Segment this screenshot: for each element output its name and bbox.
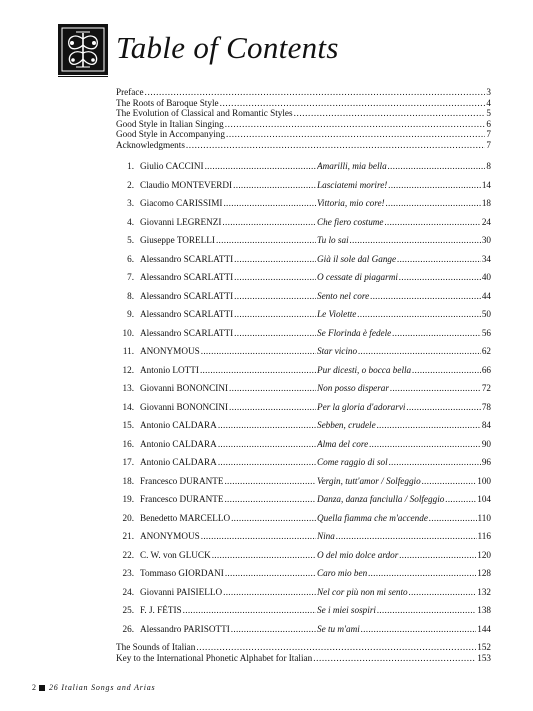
toc-entry (116, 642, 491, 653)
song-number: 3. (127, 198, 134, 208)
title-cell (317, 365, 491, 375)
song-title: Per la gloria d'adorarvi (317, 401, 406, 412)
song-entry (116, 328, 491, 347)
song-title: Nina (317, 531, 335, 541)
square-bullet-icon (39, 685, 45, 691)
dot-leader (377, 420, 481, 430)
dot-leader (350, 235, 481, 245)
toc-entry (116, 653, 491, 664)
song-title: Star vicino (317, 346, 358, 356)
dot-leader (234, 254, 316, 264)
song-title: Se Florinda è fedele (317, 327, 392, 338)
song-title: O del mio dolce ardor (317, 549, 399, 560)
dot-leader (222, 217, 316, 227)
title-cell (317, 272, 491, 282)
song-entry (116, 346, 491, 365)
song-page: 62 (481, 346, 491, 356)
dot-leader (397, 254, 481, 264)
entry-page: 153 (477, 652, 491, 663)
composer-cell (140, 161, 317, 171)
dot-leader (422, 476, 477, 486)
title-cell (317, 605, 491, 615)
dot-leader (234, 272, 316, 282)
composer-name: Antonio CALDARA (140, 457, 217, 467)
song-number: 22. (122, 549, 134, 560)
song-page: 144 (477, 623, 491, 634)
composer-name: Alessandro SCARLATTI (140, 272, 234, 282)
dot-leader (225, 119, 486, 130)
song-entry (116, 624, 491, 643)
song-page: 72 (481, 383, 491, 393)
dot-leader (358, 346, 481, 356)
song-page: 90 (481, 438, 491, 449)
footer-page-number: 2 (32, 683, 36, 692)
dot-leader (399, 272, 481, 282)
title-cell (317, 309, 491, 319)
song-entry (116, 180, 491, 199)
dot-leader (223, 198, 316, 208)
song-entry (116, 420, 491, 439)
song-entry (116, 494, 491, 513)
song-entry (116, 198, 491, 217)
title-cell (317, 624, 491, 634)
song-title: Danza, danza fanciulla / Solfeggio (317, 494, 445, 504)
song-title: Non posso disperar (317, 383, 389, 393)
dot-leader (200, 365, 316, 375)
song-number: 15. (122, 420, 134, 430)
dot-leader (234, 328, 316, 338)
song-entry (116, 291, 491, 310)
song-number: 20. (122, 512, 134, 523)
composer-cell (140, 328, 317, 338)
dot-leader (205, 161, 316, 171)
entry-page: 7 (486, 139, 491, 150)
song-page: 50 (481, 309, 491, 319)
song-number: 18. (122, 475, 134, 486)
page-title: Table of Contents (116, 30, 339, 65)
composer-cell (140, 180, 317, 190)
title-cell (317, 235, 491, 245)
composer-cell (140, 420, 317, 430)
composer-cell (140, 402, 317, 412)
entry-page: 5 (486, 108, 491, 119)
composer-name: Alessandro SCARLATTI (140, 309, 234, 319)
composer-name: Giovanni PAISIELLO (140, 586, 223, 597)
song-title: Alma del core (317, 438, 369, 449)
dot-leader (225, 568, 316, 578)
composer-name: Giovanni BONONCINI (140, 383, 229, 393)
composer-cell (140, 550, 317, 560)
dot-leader (294, 108, 486, 119)
song-list (116, 161, 491, 642)
entry-label: The Sounds of Italian (116, 642, 196, 652)
song-title: Sebben, crudele (317, 420, 376, 430)
dot-leader (370, 291, 481, 301)
song-page: 116 (477, 531, 491, 541)
song-page: 18 (481, 198, 491, 208)
composer-name: Giovanni LEGRENZI (140, 216, 222, 227)
song-number: 13. (122, 383, 134, 393)
title-cell (317, 476, 491, 486)
composer-name: Alessandro SCARLATTI (140, 253, 234, 264)
song-page: 34 (481, 253, 491, 264)
song-number: 7. (127, 272, 134, 282)
song-entry (116, 439, 491, 458)
song-page: 128 (477, 568, 491, 578)
entry-label: The Roots of Baroque Style (116, 97, 219, 108)
toc-entry (116, 119, 491, 130)
title-cell (317, 587, 491, 597)
composer-name: Francesco DURANTE (140, 475, 224, 486)
dot-leader (201, 531, 316, 541)
composer-cell (140, 587, 317, 597)
song-number: 12. (122, 364, 134, 375)
song-number: 14. (122, 401, 134, 412)
dot-leader (385, 217, 481, 227)
composer-name: Alessandro SCARLATTI (140, 327, 234, 338)
composer-name: Tommaso GIORDANI (140, 568, 224, 578)
dot-leader (218, 420, 316, 430)
dot-leader (392, 328, 481, 338)
dot-leader (229, 402, 316, 412)
song-entry (116, 365, 491, 384)
composer-cell (140, 235, 317, 245)
toc-entry (116, 140, 491, 151)
dot-leader (313, 653, 476, 664)
title-cell (317, 439, 491, 449)
song-entry (116, 476, 491, 495)
dot-leader (369, 439, 481, 449)
dot-leader (224, 476, 316, 486)
dot-leader (183, 605, 316, 615)
dot-leader (399, 550, 476, 560)
song-number: 8. (127, 290, 134, 301)
song-title: Caro mio ben (317, 568, 368, 578)
composer-cell (140, 457, 317, 467)
song-entry (116, 402, 491, 421)
song-page: 96 (481, 457, 491, 467)
composer-cell (140, 568, 317, 578)
song-title: Quella fiamma che m'accende (317, 512, 428, 523)
dot-leader (409, 587, 477, 597)
title-cell (317, 457, 491, 467)
dot-leader (231, 513, 316, 523)
song-entry (116, 605, 491, 624)
dot-leader (357, 309, 480, 319)
song-title: Sento nel core (317, 290, 370, 301)
composer-cell (140, 291, 317, 301)
dot-leader (445, 494, 476, 504)
composer-name: Giovanni BONONCINI (140, 401, 229, 412)
composer-name: ANONYMOUS (140, 531, 200, 541)
title-cell (317, 531, 491, 541)
song-entry (116, 383, 491, 402)
song-number: 9. (127, 309, 134, 319)
page-footer (32, 683, 155, 692)
footer-book-title: 26 Italian Songs and Arias (49, 683, 156, 692)
composer-cell (140, 217, 317, 227)
entry-label: Good Style in Italian Singing (116, 118, 224, 129)
song-entry (116, 587, 491, 606)
dot-leader (201, 346, 316, 356)
entry-page: 4 (486, 97, 491, 108)
song-page: 138 (477, 605, 491, 615)
composer-cell (140, 272, 317, 282)
toc-entry (116, 87, 491, 98)
song-number: 5. (127, 235, 134, 245)
composer-cell (140, 439, 317, 449)
song-entry (116, 513, 491, 532)
dot-leader (216, 235, 316, 245)
song-number: 10. (122, 327, 134, 338)
dot-leader (226, 129, 485, 140)
dot-leader (388, 161, 486, 171)
title-cell (317, 180, 491, 190)
toc-entry (116, 108, 491, 119)
dot-leader (336, 531, 477, 541)
title-cell (317, 346, 491, 356)
song-entry (116, 235, 491, 254)
dot-leader (229, 383, 316, 393)
entry-page: 6 (486, 118, 491, 129)
composer-name: Benedetto MARCELLO (140, 512, 231, 523)
song-page: 40 (481, 272, 491, 282)
composer-cell (140, 494, 317, 504)
title-cell (317, 328, 491, 338)
composer-name: C. W. von GLUCK (140, 549, 211, 560)
song-entry (116, 568, 491, 587)
song-title: Vergin, tutt'amor / Solfeggio (317, 475, 421, 486)
composer-name: Antonio CALDARA (140, 438, 217, 449)
song-number: 25. (122, 605, 134, 615)
composer-name: Alessandro PARISOTTI (140, 623, 230, 634)
song-title: Amarilli, mia bella (317, 161, 387, 171)
composer-name: ANONYMOUS (140, 346, 200, 356)
composer-cell (140, 309, 317, 319)
floral-ornament-icon (58, 24, 108, 75)
composer-cell (140, 383, 317, 393)
composer-name: F. J. FÉTIS (140, 605, 182, 615)
entry-label: Good Style in Accompanying (116, 129, 225, 140)
song-number: 26. (122, 623, 134, 634)
song-title: Che fiero costume (317, 216, 384, 227)
composer-cell (140, 365, 317, 375)
title-cell (317, 161, 491, 171)
composer-name: Francesco DURANTE (140, 494, 224, 504)
composer-name: Giuseppe TORELLI (140, 235, 215, 245)
song-number: 24. (122, 586, 134, 597)
dot-leader (186, 140, 486, 151)
entry-page: 152 (477, 642, 491, 652)
composer-name: Alessandro SCARLATTI (140, 290, 234, 301)
composer-name: Giulio CACCINI (140, 161, 204, 171)
composer-cell (140, 198, 317, 208)
title-cell (317, 402, 491, 412)
song-entry (116, 161, 491, 180)
song-page: 66 (481, 364, 491, 375)
dot-leader (406, 402, 480, 412)
song-title: Tu lo sai (317, 235, 349, 245)
dot-leader (412, 365, 481, 375)
song-title: Se i miei sospiri (317, 605, 376, 615)
song-page: 56 (481, 327, 491, 338)
song-page: 120 (477, 549, 491, 560)
composer-cell (140, 476, 317, 486)
dot-leader (212, 550, 316, 560)
song-entry (116, 531, 491, 550)
dot-leader (224, 494, 316, 504)
dot-leader (361, 624, 476, 634)
song-page: 78 (481, 401, 491, 412)
title-cell (317, 198, 491, 208)
entry-label: Key to the International Phonetic Alphabet for Italian (116, 652, 313, 663)
song-entry (116, 254, 491, 273)
song-number: 23. (122, 568, 134, 578)
dot-leader (145, 87, 486, 98)
song-page: 84 (481, 420, 491, 430)
composer-cell (140, 605, 317, 615)
composer-cell (140, 346, 317, 356)
dot-leader (377, 605, 476, 615)
toc-entry (116, 129, 491, 140)
dot-leader (231, 624, 316, 634)
composer-name: Giacomo CARISSIMI (140, 198, 223, 208)
entry-page: 7 (486, 129, 491, 140)
title-cell (317, 383, 491, 393)
song-title: Se tu m'ami (317, 623, 360, 634)
composer-cell (140, 624, 317, 634)
dot-leader (196, 642, 476, 653)
composer-name: Claudio MONTEVERDI (140, 179, 233, 190)
title-cell (317, 494, 491, 504)
title-cell (317, 568, 491, 578)
composer-name: Antonio CALDARA (140, 420, 217, 430)
dot-leader (220, 98, 486, 109)
title-cell (317, 513, 491, 523)
title-cell (317, 254, 491, 264)
composer-cell (140, 254, 317, 264)
song-number: 4. (127, 216, 134, 227)
song-number: 21. (122, 531, 134, 541)
song-number: 1. (127, 161, 134, 171)
song-page: 100 (477, 475, 491, 486)
back-matter-list (116, 642, 491, 663)
song-page: 110 (477, 512, 491, 523)
song-page: 14 (481, 179, 491, 190)
song-title: Lasciatemi morire! (317, 179, 388, 190)
song-page: 30 (481, 235, 491, 245)
title-cell (317, 550, 491, 560)
song-title: O cessate di piagarmi (317, 272, 398, 282)
song-title: Nel cor più non mi sento (317, 586, 408, 597)
song-page: 24 (481, 216, 491, 227)
song-title: Vittoria, mio core! (317, 198, 385, 208)
dot-leader (218, 457, 316, 467)
song-entry (116, 272, 491, 291)
song-entry (116, 550, 491, 569)
song-number: 17. (122, 457, 134, 467)
entry-page: 3 (486, 87, 491, 97)
composer-cell (140, 513, 317, 523)
dot-leader (368, 568, 476, 578)
dot-leader (233, 180, 316, 190)
dot-leader (386, 198, 481, 208)
title-cell (317, 291, 491, 301)
song-number: 2. (127, 179, 134, 190)
song-title: Le Violette (317, 309, 357, 319)
toc-entry (116, 98, 491, 109)
song-page: 8 (486, 161, 491, 171)
song-title: Come raggio di sol (317, 457, 388, 467)
song-number: 6. (127, 253, 134, 264)
ornament-rule (58, 76, 108, 77)
dot-leader (390, 383, 481, 393)
dot-leader (234, 291, 316, 301)
dot-leader (388, 180, 480, 190)
dot-leader (223, 587, 316, 597)
dot-leader (429, 513, 477, 523)
song-page: 132 (477, 586, 491, 597)
entry-label: Acknowledgments (116, 139, 185, 150)
dot-leader (218, 439, 316, 449)
composer-cell (140, 531, 317, 541)
song-entry (116, 309, 491, 328)
title-cell (317, 217, 491, 227)
dot-leader (389, 457, 481, 467)
dot-leader (234, 309, 316, 319)
entry-label: Preface (116, 87, 144, 97)
song-entry (116, 217, 491, 236)
song-entry (116, 457, 491, 476)
title-cell (317, 420, 491, 430)
song-number: 16. (122, 438, 134, 449)
song-page: 44 (481, 290, 491, 301)
song-page: 104 (477, 494, 491, 504)
entry-label: The Evolution of Classical and Romantic Styles (116, 108, 293, 119)
song-number: 11. (122, 346, 134, 356)
song-title: Già il sole dal Gange (317, 253, 397, 264)
composer-name: Antonio LOTTI (140, 364, 199, 375)
front-matter-list (116, 87, 491, 151)
song-number: 19. (122, 494, 134, 504)
song-title: Pur dicesti, o bocca bella (317, 364, 412, 375)
